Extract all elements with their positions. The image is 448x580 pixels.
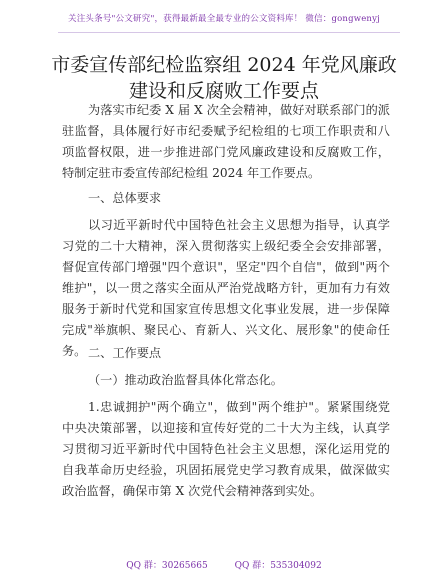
document-title: 市委宣传部纪检监察组 2024 年党风廉政建设和反腐败工作要点 (51, 54, 397, 102)
subsection-heading-political-supervision: （一）推动政治监督具体化常态化。 (88, 373, 283, 387)
header-banner: 关注头条号"公文研究"，获得最新最全最专业的公文资料库！ 微信：gongwenyj (68, 14, 380, 24)
header-divider (58, 32, 400, 33)
overall-requirements-paragraph: 以习近平新时代中国特色社会主义思想为指导，认真学习党的二十大精神，深入贯彻落实上级纪委全会安排部署，督促宣传部门增强"四个意识"，坚定"四个自信"，做到"两个维护"，以一贯之落实全面从严治党战略方针，更加有力有效服务于新时代党和国家宣传思想文化事业发展，进一步保障完成"举旗帜、聚民心、育新人、兴文化、展形象"的使命任务。 (62, 218, 390, 358)
item-1-paragraph: 1.忠诚拥护"两个确立"，做到"两个维护"。紧紧围绕党中央决策部署，以迎接和宣传好党的二十大为主线，认真学习贯彻习近平新时代中国特色社会主义思想，深化运用党的自我革命历史经验，巩固拓展党史学习教育成果，做深做实政治监督，确保市第 X 次党代会精神落到实处。 (62, 400, 390, 498)
section-heading-work-points: 二、工作要点 (88, 346, 162, 360)
footer-qq-group-2: QQ 群：535304092 (234, 561, 322, 571)
footer-qq-group-1: QQ 群：30265665 (126, 561, 208, 571)
section-heading-overall-requirements: 一、总体要求 (88, 191, 162, 205)
footer (0, 558, 448, 571)
intro-paragraph: 为落实市纪委 X 届 X 次全会精神，做好对联系部门的派驻监督，具体履行好市纪委赋予纪检组的七项工作职责和八项监督权限，进一步推进部门党风廉政建设和反腐败工作，特制定驻市委宣传部纪检组 2024 年工作要点。 (62, 103, 390, 180)
